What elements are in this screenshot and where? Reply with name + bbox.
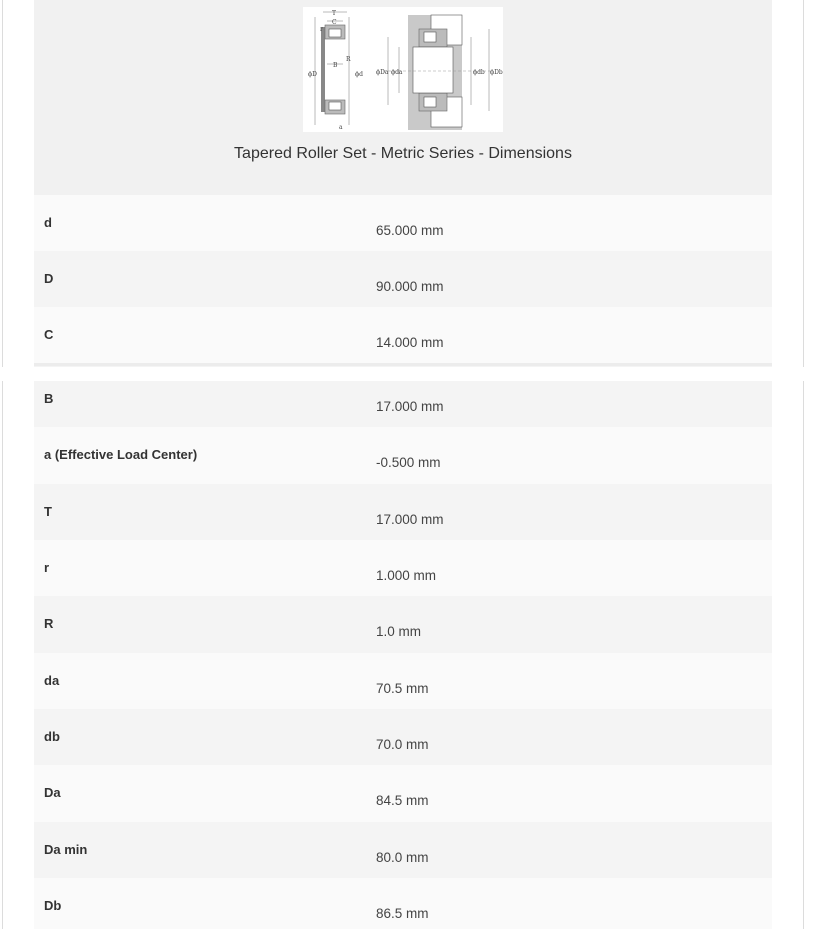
- spec-row-da: [34, 653, 772, 709]
- svg-text:ϕd: ϕd: [355, 71, 363, 78]
- spec-value: 70.5 mm: [376, 681, 429, 696]
- spec-row-db: [34, 709, 772, 765]
- spec-label: Da min: [44, 842, 88, 857]
- spec-row-Da-min: [34, 822, 772, 878]
- spec-row-T: [34, 484, 772, 540]
- spec-value: 17.000 mm: [376, 512, 444, 527]
- spec-value: 1.000 mm: [376, 568, 437, 583]
- spec-value: 90.000 mm: [376, 279, 444, 294]
- svg-text:ϕDb: ϕDb: [490, 69, 503, 76]
- spec-label: D: [44, 271, 54, 286]
- spec-row-D: [34, 251, 772, 307]
- row-divider: [34, 363, 772, 366]
- spec-value: -0.500 mm: [376, 455, 441, 470]
- spec-label: T: [44, 504, 52, 519]
- page-border-left: [2, 0, 3, 929]
- dimensions-card-top: [34, 0, 772, 367]
- spec-value: 14.000 mm: [376, 335, 444, 350]
- spec-value: 70.0 mm: [376, 737, 429, 752]
- svg-text:ϕdb: ϕdb: [473, 69, 485, 76]
- svg-text:T: T: [332, 10, 337, 17]
- spec-row-R: [34, 596, 772, 653]
- bearing-diagram-icon: [303, 7, 503, 132]
- spec-label: R: [44, 616, 54, 631]
- spec-label: Da: [44, 785, 61, 800]
- spec-row-Da: [34, 765, 772, 822]
- spec-row-B: [34, 381, 772, 427]
- spec-row-r: [34, 540, 772, 596]
- svg-text:C: C: [332, 19, 337, 26]
- spec-value: 84.5 mm: [376, 793, 429, 808]
- svg-text:ϕD: ϕD: [308, 71, 317, 78]
- section-break: [0, 367, 815, 381]
- svg-text:a: a: [339, 124, 343, 131]
- svg-text:r: r: [320, 26, 323, 33]
- figure-caption: Tapered Roller Set - Metric Series - Dimensions: [234, 145, 572, 162]
- spec-label: Db: [44, 898, 62, 913]
- svg-text:R: R: [346, 56, 351, 63]
- spec-row-C: [34, 307, 772, 363]
- spec-row-d: [34, 195, 772, 251]
- spec-label: C: [44, 327, 54, 342]
- spec-label: B: [44, 391, 54, 406]
- spec-label: r: [44, 560, 50, 575]
- spec-value: 65.000 mm: [376, 223, 444, 238]
- svg-text:ϕDa: ϕDa: [376, 69, 389, 76]
- figure-block: [34, 0, 772, 195]
- svg-text:ϕda: ϕda: [391, 69, 403, 76]
- page-border-right: [803, 0, 804, 929]
- spec-value: 80.0 mm: [376, 850, 429, 865]
- spec-value: 17.000 mm: [376, 399, 444, 414]
- spec-row-Db: [34, 878, 772, 929]
- spec-value: 86.5 mm: [376, 906, 429, 921]
- spec-label: d: [44, 215, 52, 230]
- spec-label: db: [44, 729, 60, 744]
- dimensions-card-bottom: [34, 381, 772, 929]
- spec-row-a: [34, 427, 772, 484]
- spec-label: a (Effective Load Center): [44, 447, 198, 462]
- spec-value: 1.0 mm: [376, 624, 422, 639]
- svg-text:B: B: [333, 62, 338, 69]
- spec-label: da: [44, 673, 60, 688]
